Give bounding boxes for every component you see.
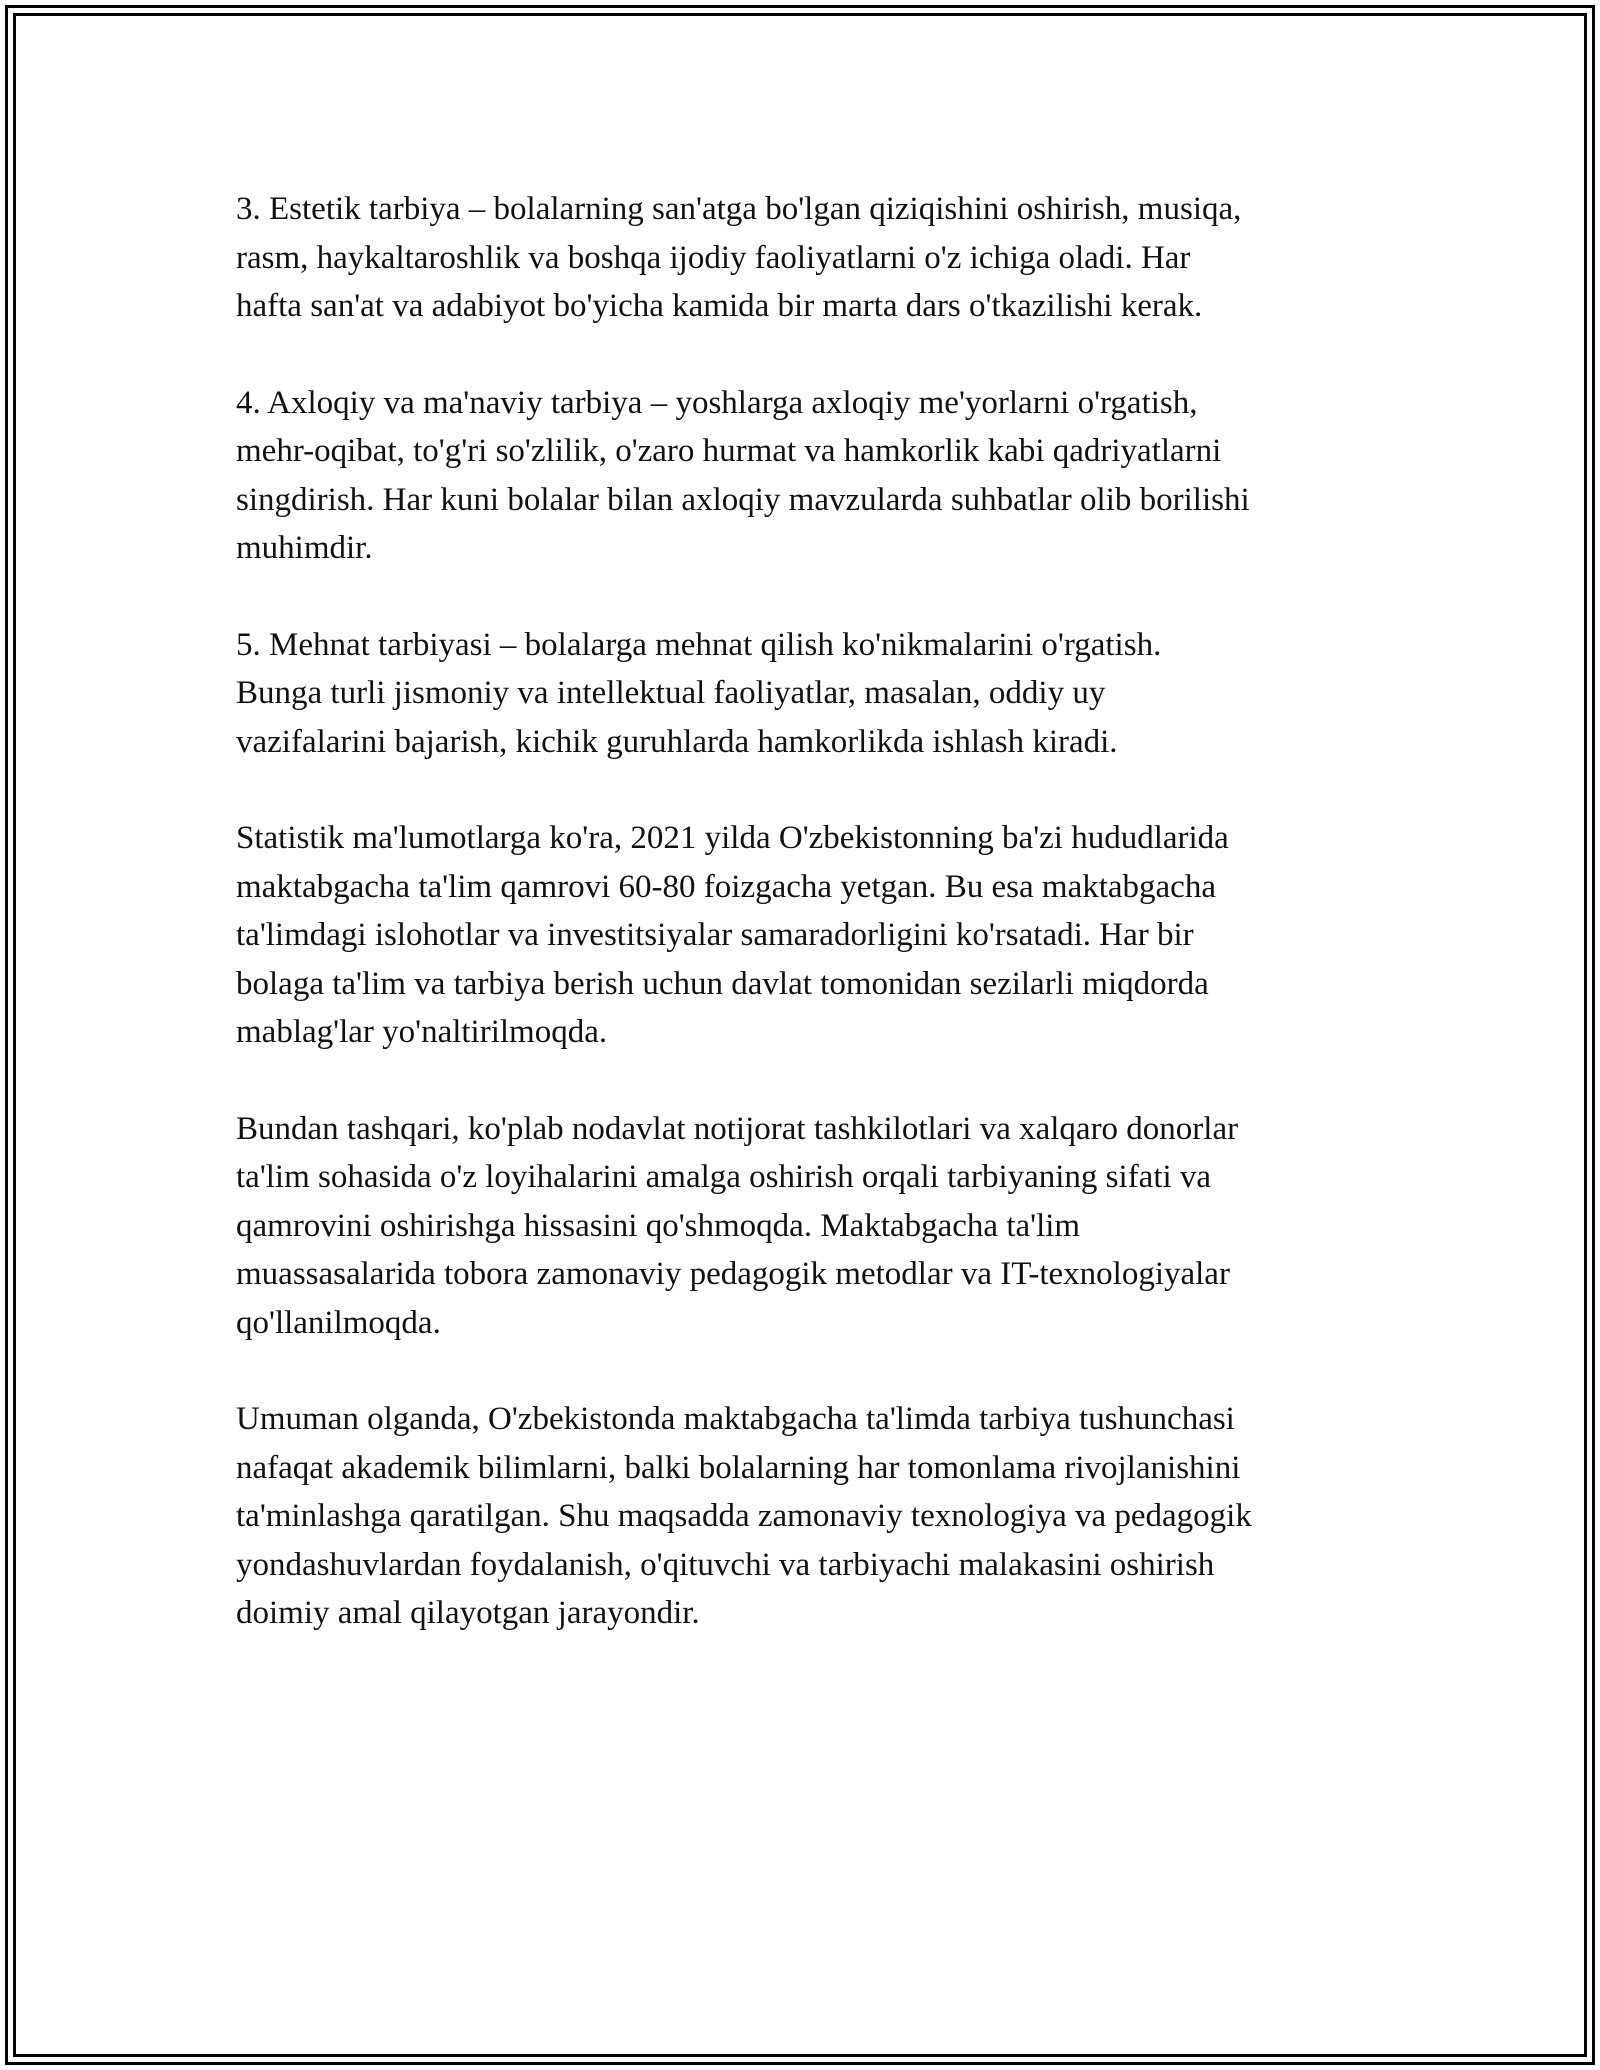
paragraph-moral-education: 4. Axloqiy va ma'naviy tarbiya – yoshlarga axloqiy me'yorlarni o'rgatish, mehr-oqibat, to'g'ri so'zlilik, o'zaro hurmat va hamkorlik kabi qadriyatlarni singdirish. Har kuni bolalar bilan axloqiy mavzularda suhbatlar olib borilishi muhimdir. <box>236 384 1250 566</box>
paragraph-ngo-contribution: Bundan tashqari, ko'plab nodavlat notijorat tashkilotlari va xalqaro donorlar ta'lim sohasida o'z loyihalarini amalga oshirish orqali tarbiyaning sifati va qamrovini oshirishga hissasini qo'shmoqda. Maktabgacha ta'lim muassasalarida tobora zamonaviy pedagogik metodlar va IT-texnologiyalar qo'llanilmoqda. <box>236 1110 1239 1341</box>
paragraph-conclusion: Umuman olganda, O'zbekistonda maktabgacha ta'limda tarbiya tushunchasi nafaqat akademik bilimlarni, balki bolalarning har tomonlama rivojlanishini ta'minlashga qaratilgan. Shu maqsadda zamonaviy texnologiya va pedagogik yondashuvlardan foydalanish, o'qituvchi va tarbiyachi malakasini oshirish doimiy amal qilayotgan jarayondir. <box>236 1401 1252 1631</box>
document-body <box>236 185 1386 1686</box>
paragraph-aesthetic-education: 3. Estetik tarbiya – bolalarning san'atga bo'lgan qiziqishini oshirish, musiqa, rasm, haykaltaroshlik va boshqa ijodiy faoliyatlarni o'z ichiga oladi. Har hafta san'at va adabiyot bo'yicha kamida bir marta dars o'tkazilishi kerak. <box>236 191 1242 324</box>
paragraph-statistics: Statistik ma'lumotlarga ko'ra, 2021 yilda O'zbekistonning ba'zi hududlarida maktabgacha ta'lim qamrovi 60-80 foizgacha yetgan. Bu esa maktabgacha ta'limdagi islohotlar va investitsiyalar samaradorligini ko'rsatadi. Har bir bolaga ta'lim va tarbiya berish uchun davlat tomonidan sezilarli miqdorda mablag'lar yo'naltirilmoqda. <box>236 820 1229 1050</box>
paragraph-labor-education: 5. Mehnat tarbiyasi – bolalarga mehnat qilish ko'nikmalarini o'rgatish. Bunga turli jismoniy va intellektual faoliyatlar, masalan, oddiy uy vazifalarini bajarish, kichik guruhlarda hamkorlikda ishlash kiradi. <box>236 626 1162 760</box>
